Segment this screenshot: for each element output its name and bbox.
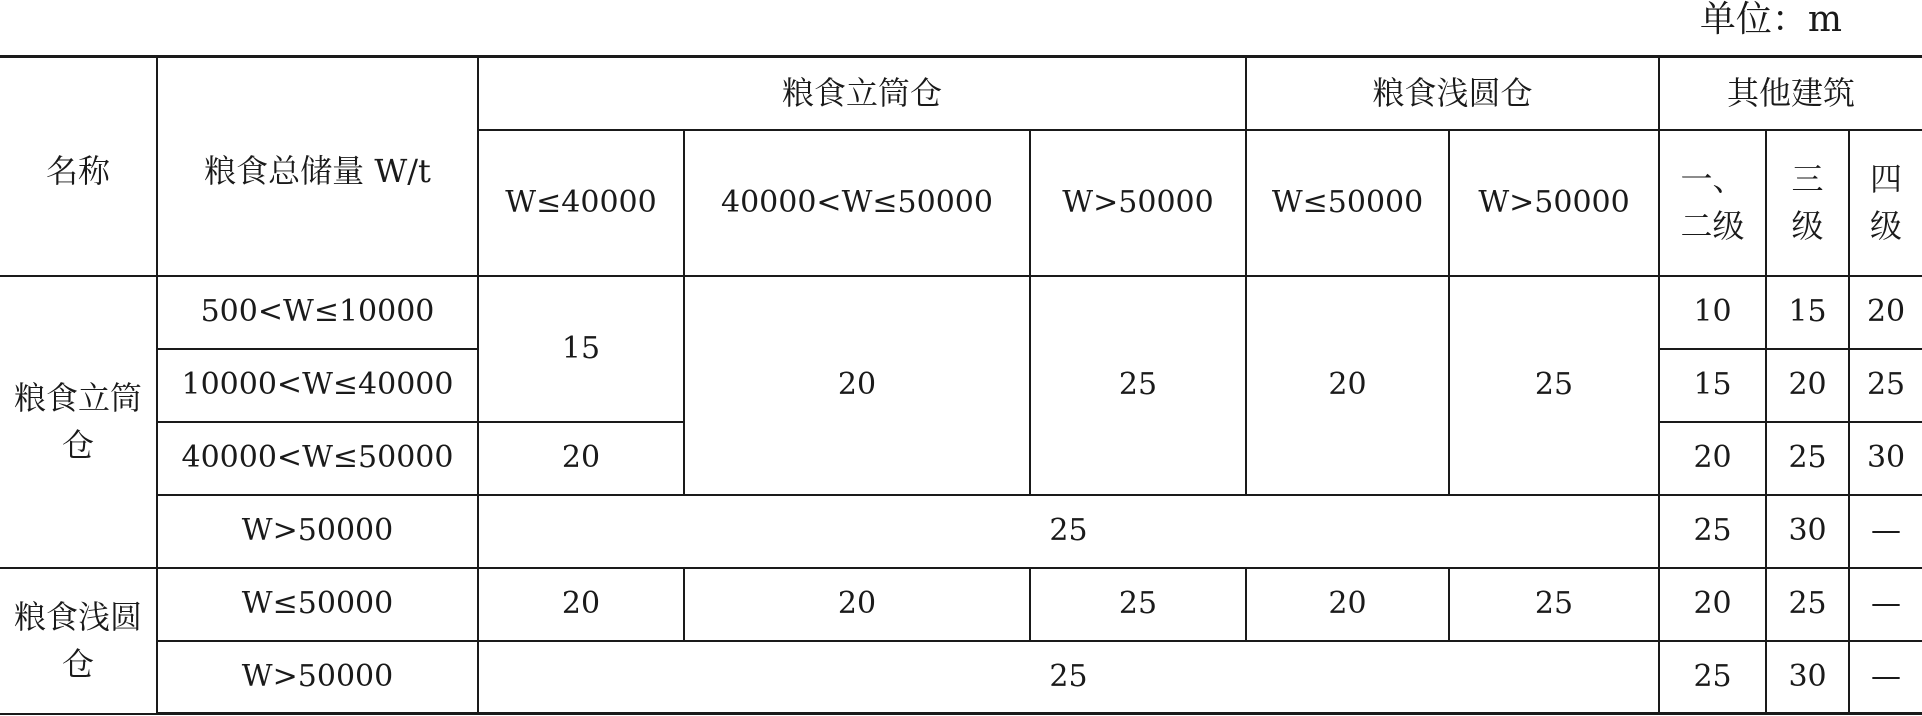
spacing-table [0, 55, 1922, 715]
row3-range: 40000<W≤50000 [157, 422, 478, 495]
row2-shallow-2: 25 [1449, 276, 1659, 495]
row4-other-2: 30 [1766, 495, 1849, 568]
row-group-shallow: 粮食浅圆仓 [0, 568, 157, 714]
row5-other-1: 20 [1659, 568, 1766, 641]
header-other-col-3: 四级 [1849, 130, 1922, 276]
row5-range: W≤50000 [157, 568, 478, 641]
header-name: 名称 [0, 57, 157, 276]
row5-shallow-1: 20 [1246, 568, 1449, 641]
row3-other-3: 30 [1849, 422, 1922, 495]
row6-merged: 25 [478, 641, 1659, 714]
row5-other-3: — [1849, 568, 1922, 641]
row4-range: W>50000 [157, 495, 478, 568]
row2-silo-2: 20 [684, 276, 1030, 495]
row5-silo-3: 25 [1030, 568, 1246, 641]
row2-other-3: 25 [1849, 349, 1922, 422]
header-silo-col-3: W>50000 [1030, 130, 1246, 276]
row2-silo-3: 25 [1030, 276, 1246, 495]
row1-other-2: 15 [1766, 276, 1849, 349]
header-shallow-group: 粮食浅圆仓 [1246, 57, 1659, 130]
header-silo-col-2: 40000<W≤50000 [684, 130, 1030, 276]
row6-other-2: 30 [1766, 641, 1849, 714]
header-other-group: 其他建筑 [1659, 57, 1922, 130]
row-group-silo: 粮食立筒仓 [0, 276, 157, 568]
row6-range: W>50000 [157, 641, 478, 714]
header-shallow-col-2: W>50000 [1449, 130, 1659, 276]
header-silo-group: 粮食立筒仓 [478, 57, 1246, 130]
row5-other-2: 25 [1766, 568, 1849, 641]
row5-silo-1: 20 [478, 568, 684, 641]
row5-shallow-2: 25 [1449, 568, 1659, 641]
row6-other-3: — [1849, 641, 1922, 714]
row5-silo-2: 20 [684, 568, 1030, 641]
row3-other-1: 20 [1659, 422, 1766, 495]
row2-other-1: 15 [1659, 349, 1766, 422]
header-storage: 粮食总储量 W/t [157, 57, 478, 276]
header-other-col-1: 一、二级 [1659, 130, 1766, 276]
row4-other-1: 25 [1659, 495, 1766, 568]
unit-label: 单位：m [1699, 0, 1842, 40]
header-other-col-2: 三级 [1766, 130, 1849, 276]
row1-range: 500<W≤10000 [157, 276, 478, 349]
row1-silo-1: 15 [478, 276, 684, 422]
row1-other-1: 10 [1659, 276, 1766, 349]
row1-other-3: 20 [1849, 276, 1922, 349]
row3-silo-1: 20 [478, 422, 684, 495]
row2-shallow-1: 20 [1246, 276, 1449, 495]
row6-other-1: 25 [1659, 641, 1766, 714]
row3-other-2: 25 [1766, 422, 1849, 495]
row4-other-3: — [1849, 495, 1922, 568]
row4-merged: 25 [478, 495, 1659, 568]
row2-other-2: 20 [1766, 349, 1849, 422]
header-shallow-col-1: W≤50000 [1246, 130, 1449, 276]
header-silo-col-1: W≤40000 [478, 130, 684, 276]
row2-range: 10000<W≤40000 [157, 349, 478, 422]
